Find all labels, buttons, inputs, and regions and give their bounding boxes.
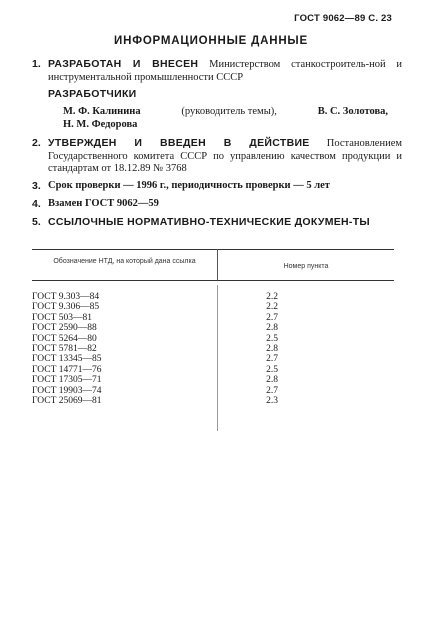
item-number: 2.8	[266, 343, 278, 354]
doc-designation: ГОСТ 5264—80	[32, 333, 97, 344]
doc-designation: ГОСТ 5781—82	[32, 343, 97, 354]
item-number: 2.2	[266, 292, 278, 302]
item-number: 1.	[32, 58, 41, 70]
developers-list	[63, 106, 388, 131]
item-number: 5.	[32, 216, 41, 228]
table-row	[32, 323, 394, 333]
item-number: 4.	[32, 198, 41, 210]
item-number: 2.3	[266, 395, 278, 406]
table-row	[32, 344, 394, 354]
item-number: 2.7	[266, 354, 278, 365]
item-keyword: РАЗРАБОТАН И ВНЕСЕН	[48, 58, 199, 70]
doc-designation: ГОСТ 2590—88	[32, 323, 97, 334]
table-body	[32, 292, 394, 406]
info-item-2	[32, 137, 402, 176]
item-number: 2.	[32, 137, 41, 149]
info-item-4	[32, 198, 402, 211]
item-text: Постановлением Государственного комитета СССР по управлению качеством продукции и стандартам от 18.12.89 № 3768	[48, 138, 403, 174]
table-top-rule	[32, 249, 394, 250]
table-row	[32, 365, 394, 375]
item-number: 2.5	[266, 364, 278, 375]
doc-designation: ГОСТ 503—81	[32, 312, 92, 323]
item-keyword: ССЫЛОЧНЫЕ НОРМАТИВНО-ТЕХНИЧЕСКИЕ ДОКУМЕН-ТЫ	[48, 216, 371, 228]
page-title: ИНФОРМАЦИОННЫЕ ДАННЫЕ	[114, 35, 308, 47]
item-number: 2.8	[266, 375, 278, 386]
item-number: 2.7	[266, 312, 278, 323]
item-number: 2.7	[266, 385, 278, 396]
item-number: 2.5	[266, 333, 278, 344]
column-header-document: Обозначение НТД, на который дана ссылка	[53, 258, 196, 265]
item-text: Взамен ГОСТ 9062—59	[48, 198, 159, 209]
doc-designation: ГОСТ 9.303—84	[32, 292, 100, 302]
table-row	[32, 334, 394, 344]
item-text: Срок проверки — 1996 г., периодичность проверки — 5 лет	[48, 180, 330, 191]
developers-line-2: Н. М. Федорова	[63, 118, 138, 130]
developers-line-1	[63, 106, 388, 119]
table-row	[32, 313, 394, 323]
item-body	[48, 137, 402, 176]
table-row	[32, 292, 394, 302]
info-item-3	[32, 180, 402, 193]
developer-name: М. Ф. Калинина	[63, 106, 141, 117]
info-item-1	[32, 58, 402, 84]
developer-name: В. С. Золотова,	[317, 106, 388, 117]
table-row	[32, 354, 394, 364]
item-keyword: УТВЕРЖДЕН И ВВЕДЕН В ДЕЙСТВИЕ	[48, 137, 310, 149]
table-header-rule	[32, 280, 394, 281]
doc-designation: ГОСТ 19903—74	[32, 385, 102, 396]
doc-designation: ГОСТ 9.306—85	[32, 302, 100, 313]
info-item-5	[32, 216, 402, 229]
item-body	[48, 58, 402, 84]
item-number: 2.2	[266, 302, 278, 313]
table-row	[32, 302, 394, 312]
table-row	[32, 396, 394, 406]
table-row	[32, 386, 394, 396]
standard-page-reference: ГОСТ 9062—89 С. 23	[294, 13, 392, 24]
doc-designation: ГОСТ 13345—85	[32, 354, 102, 365]
item-number: 3.	[32, 180, 41, 192]
doc-designation: ГОСТ 17305—71	[32, 375, 102, 386]
doc-designation: ГОСТ 14771—76	[32, 364, 102, 375]
item-text: Министерством станкостроитель-ной и инструментальной промышленности СССР	[48, 59, 402, 83]
developers-heading: РАЗРАБОТЧИКИ	[48, 88, 137, 100]
developer-role: (руководитель темы),	[181, 106, 277, 117]
column-header-item-number: Номер пункта	[283, 263, 329, 270]
item-number: 2.8	[266, 323, 278, 334]
table-row	[32, 375, 394, 385]
doc-designation: ГОСТ 25069—81	[32, 395, 102, 406]
